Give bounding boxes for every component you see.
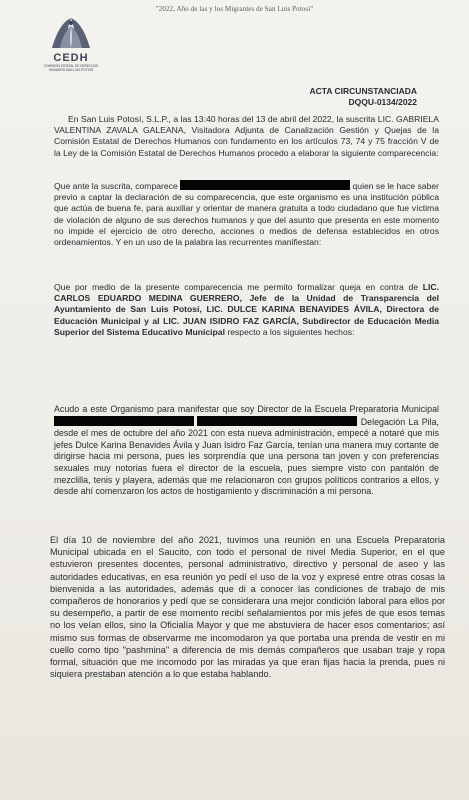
cedh-emblem-icon — [48, 14, 94, 52]
redacted-school-block-2 — [197, 416, 357, 426]
header-note: "2022, Año de las y los Migrantes de San Luis Potosí" — [155, 5, 314, 13]
paragraph-hechos-2: El día 10 de noviembre del año 2021, tuvimos una reunión en una Escuela Preparatoria Municipal ubicada en el Saucito, con todo el personal de nivel Media Superior, en el que estuvieron presentes docentes, personal administrativo, directivo y personal de aseo y las autoridades educativas, en esa reunión yo pedí el uso de la voz y expresé entre otras cosas la bienvenida a las autoridades, además que di a conocer las condiciones de trabajo de mis compañeros de honorarios y pedí que se considerara una mejor condición laboral para ellos por su desempeño, a partir de ese momento recibí señalamientos por mis jefes de que esos temas no los veían ellos, sino la Oficialía Mayor y que me abstuviera de hacer esos comentarios; así mismo sus formas de observarme me incomodaron ya que portaba una prenda de vestir en mi cuello como tipo "pashmina" a diferencia de mis demás compañeros que usaban traje y ropa formal, situación que me incomodo por las miradas ya que eran fijas hacia la prenda, pues ni siquiera prestaban atención a lo que estaba hablando. — [50, 535, 445, 680]
paragraph-queja-accused: LIC. CARLOS EDUARDO MEDINA GUERRERO, Jefe de la Unidad de Transparencia del Ayuntamiento de San Luis Potosí, LIC. DULCE KARINA BENAVIDES ÁVILA, Directora de Educación Municipal y al LIC. JUAN ISIDRO FAZ GARCÍA, Subdirector de Educación Media Superior del Sistema Educativo Municipal — [54, 282, 439, 337]
logo-subtitle: COMISIÓN ESTATAL DE DERECHOS HUMANOS SAN LUIS POTOSÍ — [43, 64, 99, 72]
paragraph-queja-intro: Que por medio de la presente comparecencia me permito formalizar queja en contra de — [54, 282, 423, 292]
paragraph-hechos-1-start: Acudo a este Organismo para manifestar que soy Director de la Escuela Preparatoria Municipal — [54, 404, 439, 414]
paragraph-comparecencia — [54, 180, 439, 248]
acta-number: DQQU-0134/2022 — [348, 97, 417, 107]
redacted-name-block — [180, 180, 350, 190]
logo-name: CEDH — [53, 52, 89, 64]
paragraph-hechos-1 — [54, 404, 439, 498]
paragraph-intro: En San Luis Potosí, S.L.P., a las 13:40 horas del 13 de abril del 2022, la suscrita LIC. GABRIELA VALENTINA ZAVALA GALEANA, Visitadora Adjunta de Canalización Gestión y Quejas de la Comisión Estatal de Derechos Humanos con fundamento en los artículos 73, 74 y 75 fracción V de la Ley de la Comisión Estatal de Derechos Humanos procedo a elaborar la siguiente comparecencia: — [54, 114, 439, 158]
paragraph-comparecencia-rest: quien se le hace saber previo a captar la declaración de su comparecencia, que este organismo es una institución pública que actúa de buena fe, para auxiliar y orientar de manera gratuita a todo ciudadano que fue víctima de violación de alguno de sus derechos humanos y que del asunto que presenta en este momento no impide el ejercicio de otro derecho, acciones o medios de defensa establecidos en otros ordenamientos. Y en un uso de la palabra las recurrentes manifiestan: — [54, 181, 439, 248]
acta-header — [310, 86, 418, 108]
paragraph-comparecencia-start: Que ante la suscrita, comparece — [54, 181, 178, 191]
acta-title: ACTA CIRCUNSTANCIADA — [309, 86, 417, 96]
cedh-logo — [36, 14, 106, 76]
paragraph-queja — [54, 282, 439, 338]
paragraph-hechos-1-rest: Delegación La Pila, desde el mes de octubre del año 2021 con esta nueva administración, empecé a notaré que mis jefes Dulce Karina Benavides Ávila y Juan Isidro Faz García, tenían una manera muy cortante de dirigirse hacia mi persona, pues les sorprendía que una persona tan joven y con preferencias sexuales muy notorias fuera el director de la escuela, pues siempre visto con pantalón de mezclilla, tenis y playera, además que me relacionaron con grupos políticos contrarios a ellos, y desde ahí comenzaron los actos de hostigamiento y discriminación a mi persona. — [54, 416, 440, 497]
redacted-school-block-1 — [54, 416, 194, 426]
paragraph-queja-outro: respecto a los siguientes hechos: — [224, 326, 355, 337]
